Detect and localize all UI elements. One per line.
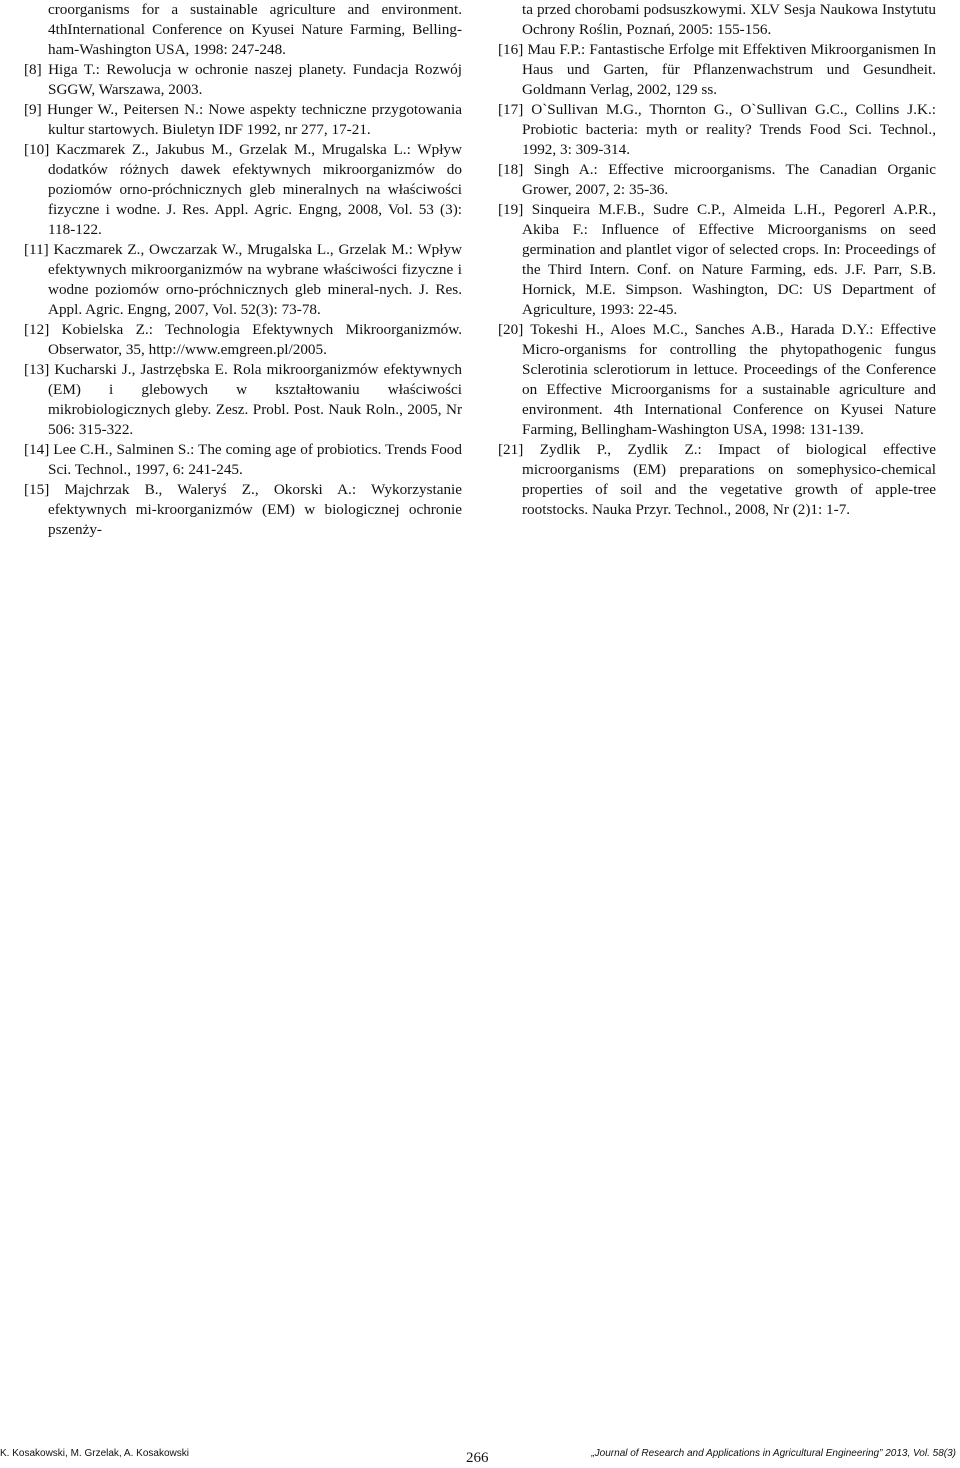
reference-14: [14] Lee C.H., Salminen S.: The coming age of probiotics. Trends Food Sci. Technol., 1997, 6: 241-245. (24, 441, 462, 478)
reference-9: [9] Hunger W., Peitersen N.: Nowe aspekty techniczne przygotowania kultur startowych. Biuletyn IDF 1992, nr 277, 17-21. (24, 101, 462, 138)
reference-19: [19] Sinqueira M.F.B., Sudre C.P., Almeida L.H., Pegorerl A.P.R., Akiba F.: Influence of Effective Microorganisms on seed germination and plantlet vigor of selected crops. In: Proceedings of the Third Intern. Conf. on Nature Farming, eds. J.F. Parr, S.B. Hornick, M.E. Simpson. Washington, DC: US Department of Agriculture, 1993: 22-45. (498, 201, 936, 318)
footer-journal: „Journal of Research and Applications in Agricultural Engineering” 2013, Vol. 58(3) (591, 1448, 956, 1459)
reference-10: [10] Kaczmarek Z., Jakubus M., Grzelak M., Mrugalska L.: Wpływ dodatków różnych dawek efektywnych mikroorganizmów do poziomów orno-próchnicznych gleb mineralnych na właściwości fizyczne i wodne. J. Res. Appl. Agric. Engng, 2008, Vol. 53 (3): 118-122. (24, 141, 462, 238)
right-column (498, 0, 936, 520)
reference-21: [21] Zydlik P., Zydlik Z.: Impact of biological effective microorganisms (EM) preparations on somephysico-chemical properties of soil and the vegetative growth of apple-tree rootstocks. Nauka Przyr. Technol., 2008, Nr (2)1: 1-7. (498, 441, 936, 518)
reference-17: [17] O`Sullivan M.G., Thornton G., O`Sullivan G.C., Collins J.K.: Probiotic bacteria: myth or reality? Trends Food Sci. Technol., 1992, 3: 309-314. (498, 101, 936, 158)
footer-authors: K. Kosakowski, M. Grzelak, A. Kosakowski (0, 1448, 189, 1459)
page-number: 266 (466, 1450, 489, 1466)
reference-13: [13] Kucharski J., Jastrzębska E. Rola mikroorganizmów efektywnych (EM) i glebowych w kształtowaniu właściwości mikrobiologicznych gleby. Zesz. Probl. Post. Nauk Roln., 2005, Nr 506: 315-322. (24, 361, 462, 438)
page-footer (0, 1444, 960, 1468)
left-column (24, 0, 462, 540)
reference-11: [11] Kaczmarek Z., Owczarzak W., Mrugalska L., Grzelak M.: Wpływ efektywnych mikroorganizmów na wybrane właściwości fizyczne i wodne poziomów orno-próchnicznych gleb mineral-nych. J. Res. Appl. Agric. Engng, 2007, Vol. 52(3): 73-78. (24, 241, 462, 318)
reference-15: [15] Majchrzak B., Waleryś Z., Okorski A.: Wykorzystanie efektywnych mi-kroorganizmów (EM) w biologicznej ochronie pszenży- (24, 481, 462, 538)
reference-16: [16] Mau F.P.: Fantastische Erfolge mit Effektiven Mikroorganismen In Haus und Garten, für Pflanzenwachstrum und Gesundheit. Goldmann Verlag, 2002, 129 ss. (498, 41, 936, 98)
reference-12: [12] Kobielska Z.: Technologia Efektywnych Mikroorganizmów. Obserwator, 35, http://www.emgreen.pl/2005. (24, 321, 462, 358)
reference-18: [18] Singh A.: Effective microorganisms. The Canadian Organic Grower, 2007, 2: 35-36. (498, 161, 936, 198)
reference-continuation: ta przed chorobami podsuszkowymi. XLV Sesja Naukowa Instytutu Ochrony Roślin, Poznań, 2005: 155-156. (522, 1, 936, 38)
reference-20: [20] Tokeshi H., Aloes M.C., Sanches A.B., Harada D.Y.: Effective Micro-organisms for controlling the phytopathogenic fungus Sclerotinia sclerotiorum in lettuce. Proceedings of the Conference on Effective Microorganisms for a sustainable agriculture and environment. 4th International Conference on Kyusei Nature Farming, Bellingham-Washington USA, 1998: 131-139. (498, 321, 936, 438)
reference-8: [8] Higa T.: Rewolucja w ochronie naszej planety. Fundacja Rozwój SGGW, Warszawa, 2003. (24, 61, 462, 98)
reference-continuation: croorganisms for a sustainable agriculture and environment. 4thInternational Conference on Kyusei Nature Farming, Belling-ham-Washington USA, 1998: 247-248. (48, 1, 462, 58)
